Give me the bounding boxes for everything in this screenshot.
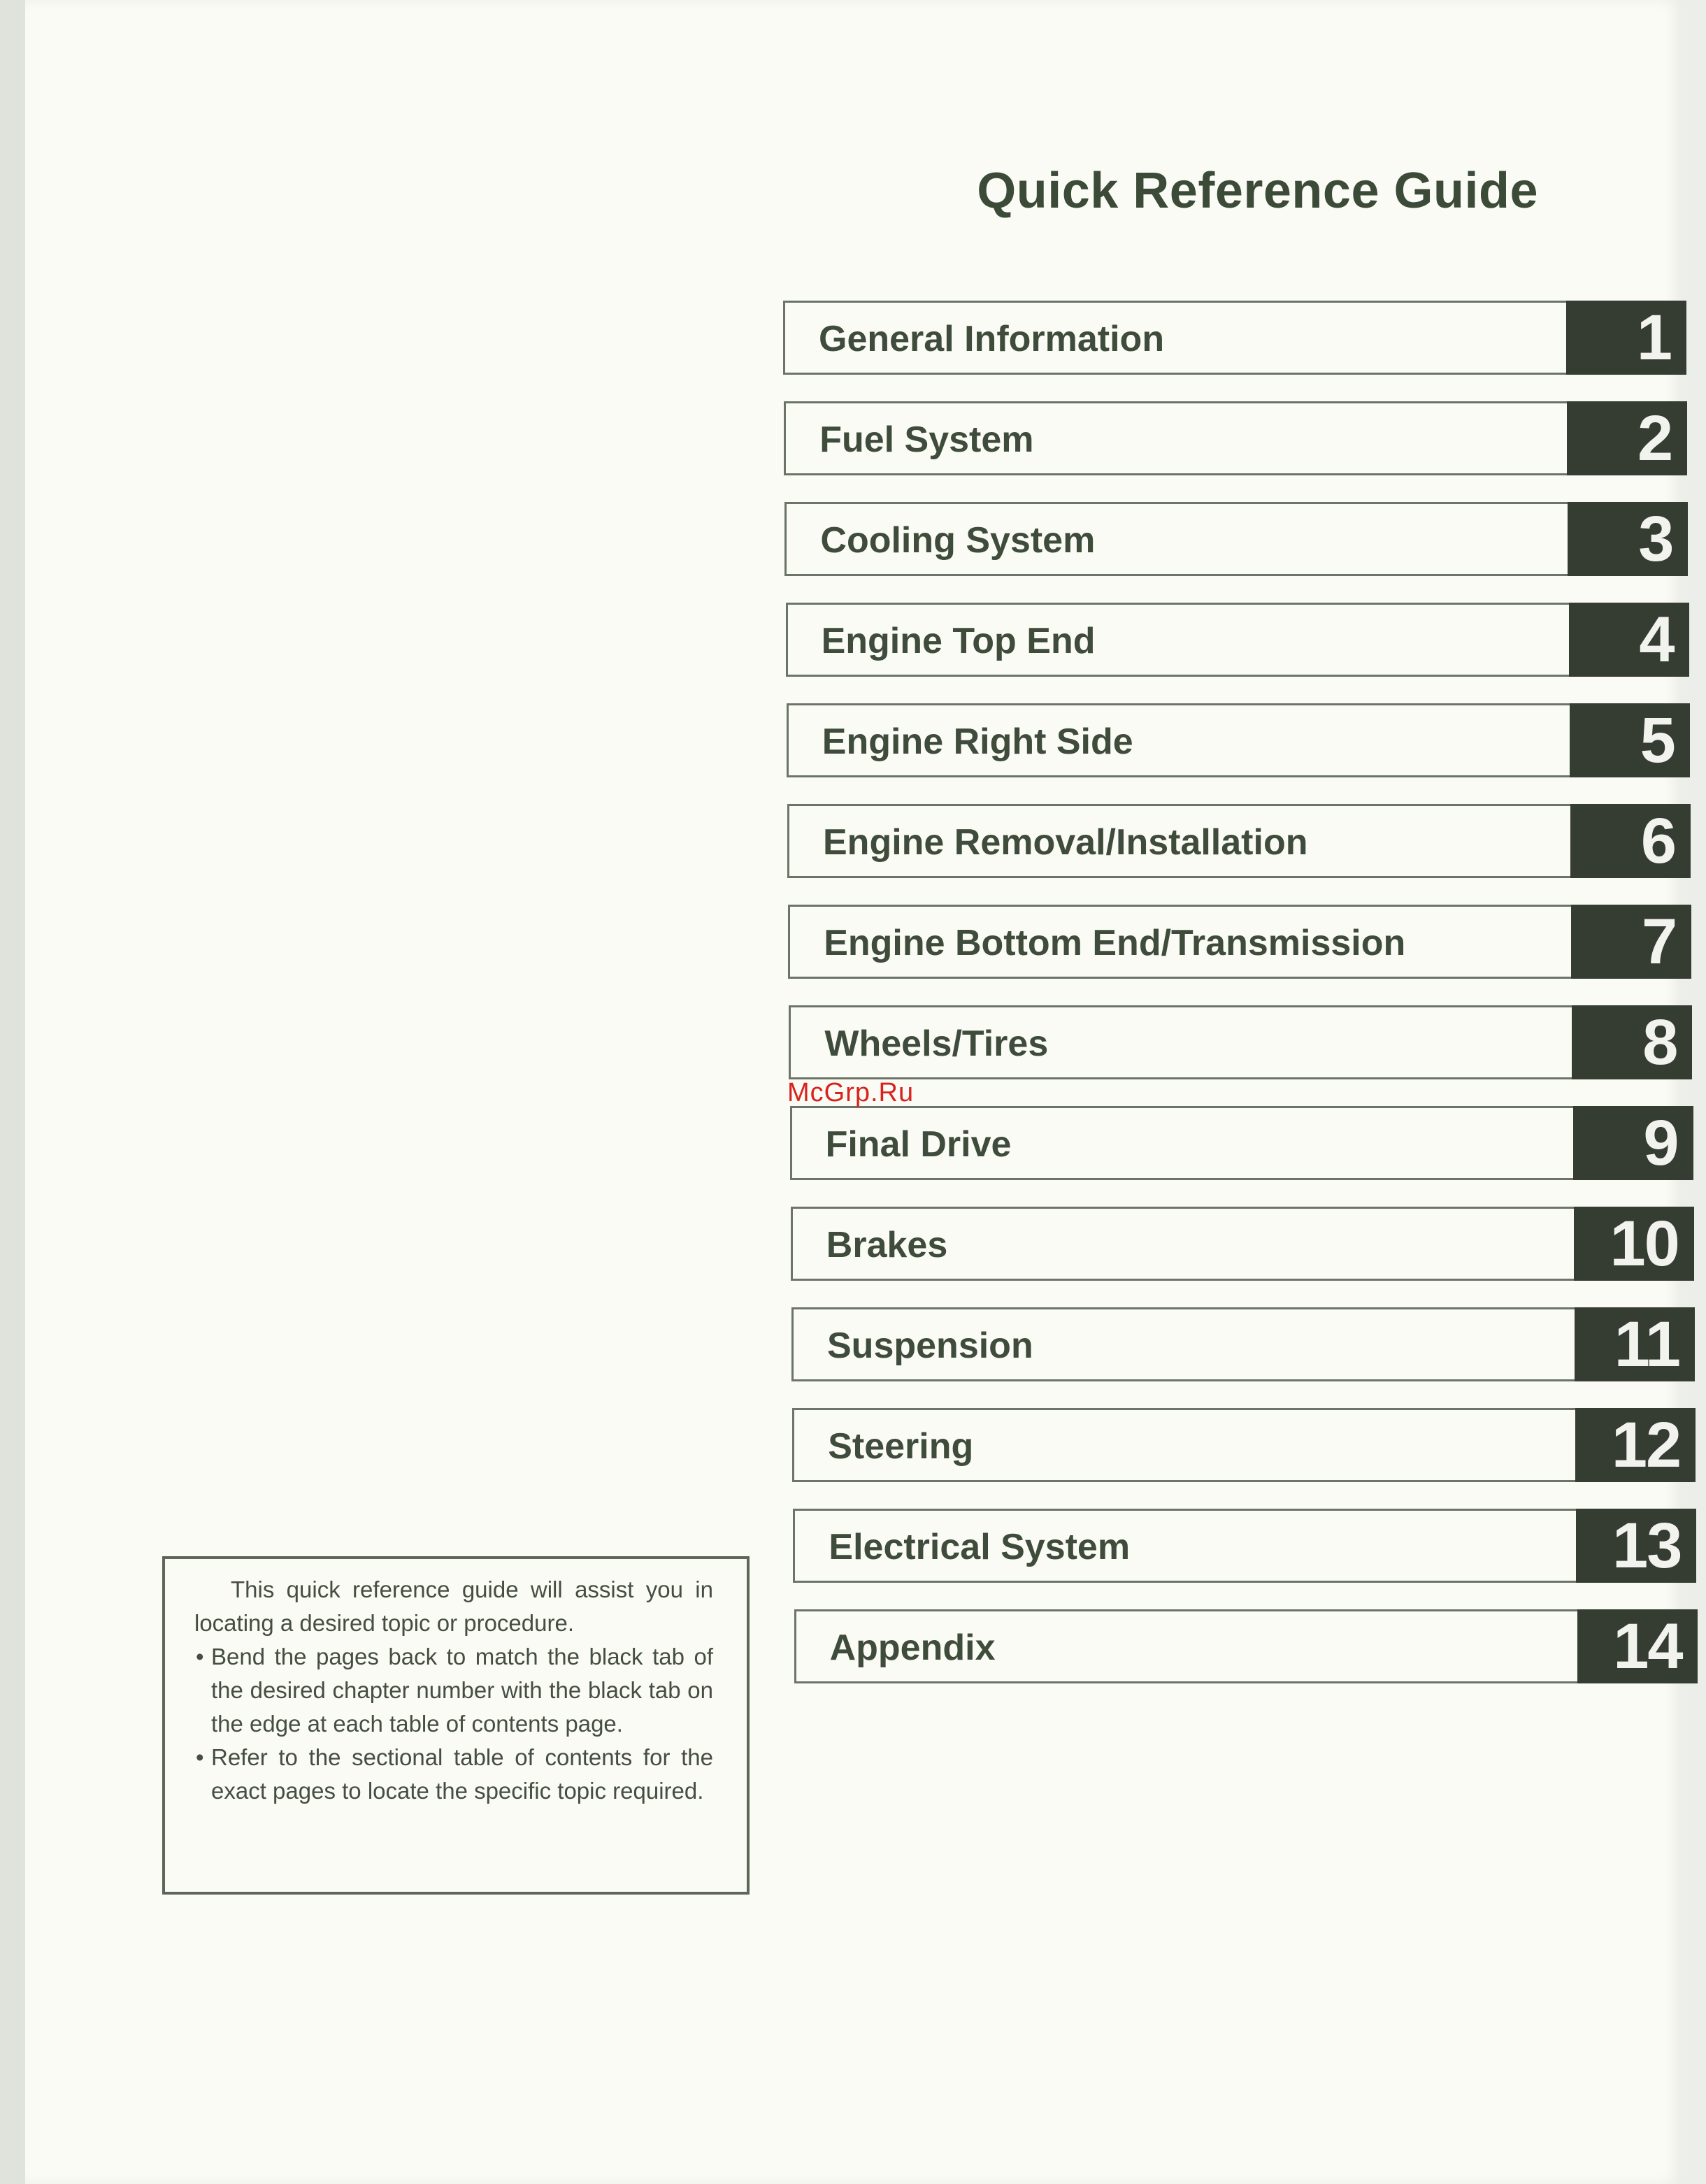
chapter-box — [783, 301, 1566, 375]
chapter-box — [787, 703, 1570, 777]
chapter-item[interactable] — [784, 502, 1693, 579]
chapter-tab[interactable]: 13 — [1576, 1509, 1696, 1583]
chapter-item[interactable] — [791, 1307, 1700, 1384]
chapter-item[interactable] — [794, 1609, 1703, 1686]
note-bullets — [194, 1640, 713, 1808]
chapter-item[interactable] — [793, 1509, 1702, 1586]
chapter-label: Brakes — [826, 1225, 948, 1265]
chapter-label: Final Drive — [825, 1124, 1012, 1165]
chapter-tab[interactable]: 14 — [1577, 1609, 1698, 1683]
chapter-label: Steering — [828, 1426, 974, 1467]
note-bullet: • Bend the pages back to match the black tab of the desired chapter number with the black tab on the edge at each table of contents page. — [194, 1640, 713, 1741]
chapter-label: Appendix — [829, 1628, 996, 1668]
chapter-item[interactable] — [790, 1106, 1699, 1183]
chapter-item[interactable] — [787, 703, 1696, 780]
chapter-label: Suspension — [827, 1326, 1033, 1366]
note-bullet: • Refer to the sectional table of contents for the exact pages to locate the specific topic required. — [194, 1741, 713, 1808]
watermark: McGrp.Ru — [787, 1078, 915, 1107]
chapter-tab[interactable]: 10 — [1574, 1207, 1694, 1281]
chapter-tab[interactable]: 8 — [1572, 1005, 1692, 1079]
chapter-tab[interactable]: 4 — [1569, 603, 1689, 677]
chapter-tab[interactable]: 7 — [1571, 905, 1691, 979]
chapter-box — [784, 502, 1568, 576]
chapter-tab[interactable]: 9 — [1573, 1106, 1693, 1180]
chapter-label: General Information — [819, 319, 1165, 359]
usage-note — [162, 1556, 750, 1895]
chapter-label: Electrical System — [829, 1527, 1131, 1567]
page-title: Quick Reference Guide — [977, 163, 1538, 219]
chapter-box — [790, 1106, 1573, 1180]
chapter-item[interactable] — [789, 1005, 1698, 1082]
chapter-tab[interactable]: 3 — [1568, 502, 1688, 576]
chapter-box — [786, 603, 1569, 677]
chapter-item[interactable] — [783, 301, 1692, 378]
chapter-item[interactable] — [787, 804, 1696, 881]
chapter-box — [784, 401, 1567, 475]
chapter-label: Engine Removal/Installation — [823, 822, 1308, 863]
chapter-item[interactable] — [791, 1207, 1700, 1284]
chapter-label: Engine Top End — [821, 621, 1096, 661]
chapter-tab[interactable]: 5 — [1570, 703, 1690, 777]
chapter-box — [794, 1609, 1577, 1683]
chapter-tab[interactable]: 12 — [1575, 1408, 1696, 1482]
chapter-label: Cooling System — [820, 520, 1096, 561]
chapter-label: Fuel System — [819, 419, 1034, 460]
chapter-label: Wheels/Tires — [824, 1023, 1049, 1064]
chapter-box — [793, 1509, 1576, 1583]
chapter-list — [783, 301, 1692, 1699]
note-intro: This quick reference guide will assist you in locating a desired topic or procedure. — [194, 1576, 713, 1636]
chapter-label: Engine Right Side — [822, 721, 1133, 762]
chapter-item[interactable] — [792, 1408, 1701, 1485]
chapter-box — [791, 1307, 1575, 1381]
chapter-tab[interactable]: 11 — [1575, 1307, 1695, 1381]
chapter-box — [792, 1408, 1575, 1482]
chapter-item[interactable] — [786, 603, 1695, 680]
chapter-tab[interactable]: 1 — [1566, 301, 1686, 375]
chapter-tab[interactable]: 2 — [1567, 401, 1687, 475]
chapter-tab[interactable]: 6 — [1570, 804, 1691, 878]
chapter-box — [791, 1207, 1574, 1281]
chapter-label: Engine Bottom End/Transmission — [824, 923, 1406, 963]
chapter-item[interactable] — [784, 401, 1693, 478]
chapter-box — [787, 804, 1570, 878]
chapter-item[interactable] — [788, 905, 1697, 982]
chapter-box — [788, 905, 1571, 979]
chapter-box — [789, 1005, 1572, 1079]
